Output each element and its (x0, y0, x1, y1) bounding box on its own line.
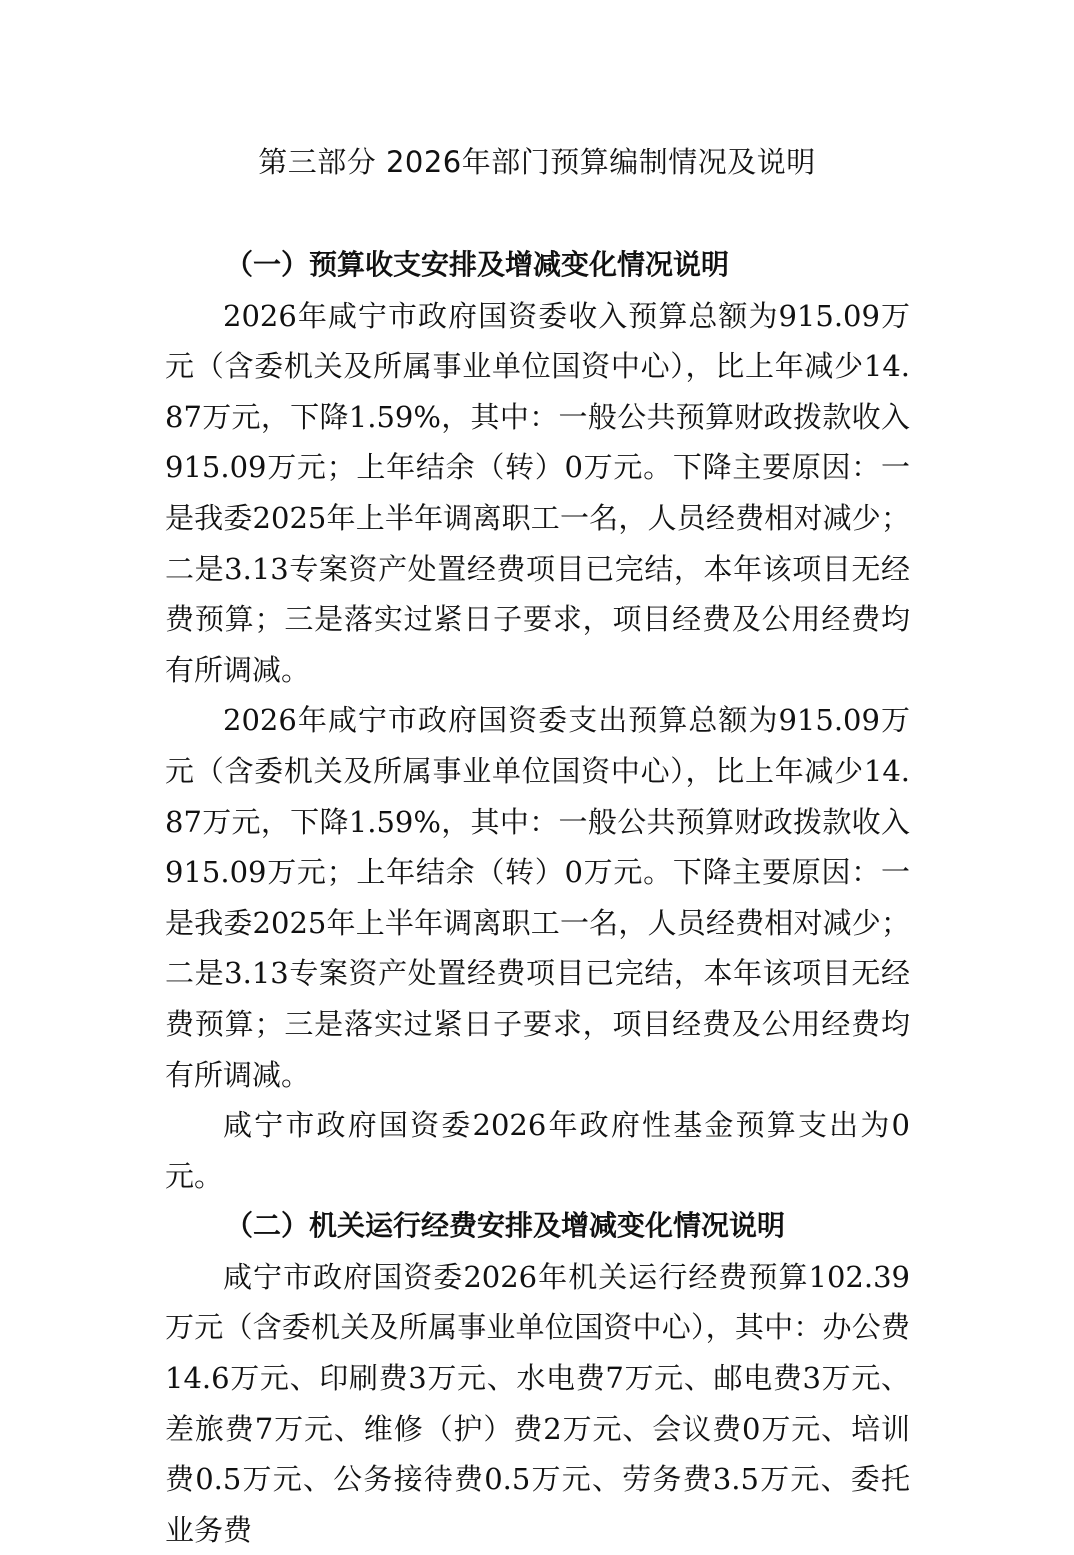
section-budget-income-expenditure (165, 240, 910, 1201)
document-body (165, 240, 910, 1555)
section-heading: （一）预算收支安排及增减变化情况说明 (225, 248, 730, 281)
section-operating-expenses (165, 1201, 910, 1555)
document-title: 第三部分 2026年部门预算编制情况及说明 (258, 145, 816, 179)
paragraph-expenditure-budget: 2026年咸宁市政府国资委支出预算总额为915.09万元（含委机关及所属事业单位国资中心），比上年减少14.87万元，下降1.59%，其中：一般公共预算财政拨款收入915.09万元；上年结余（转）0万元。下降主要原因：一是我委2025年上半年调离职工一名，人员经费相对减少；二是3.13专案资产处置经费项目已完结，本年该项目无经费预算；三是落实过紧日子要求，项目经费及公用经费均有所调减。 (165, 703, 910, 1092)
section-heading: （二）机关运行经费安排及增减变化情况说明 (225, 1209, 786, 1243)
paragraph-income-budget: 2026年咸宁市政府国资委收入预算总额为915.09万元（含委机关及所属事业单位国资中心），比上年减少14.87万元，下降1.59%，其中：一般公共预算财政拨款收入915.09万元；上年结余（转）0万元。下降主要原因：一是我委2025年上半年调离职工一名，人员经费相对减少；二是3.13专案资产处置经费项目已完结，本年该项目无经费预算；三是落实过紧日子要求，项目经费及公用经费均有所调减。 (165, 298, 910, 687)
paragraph-government-fund: 咸宁市政府国资委2026年政府性基金预算支出为0元。 (165, 1108, 910, 1193)
paragraph-operating-expenses: 咸宁市政府国资委2026年机关运行经费预算102.39万元（含委机关及所属事业单位国资中心），其中：办公费14.6万元、印刷费3万元、水电费7万元、邮电费3万元、差旅费7万元、维修（护）费2万元、会议费0万元、培训费0.5万元、公务接待费0.5万元、劳务费3.5万元、委托业务费 (165, 1259, 910, 1547)
